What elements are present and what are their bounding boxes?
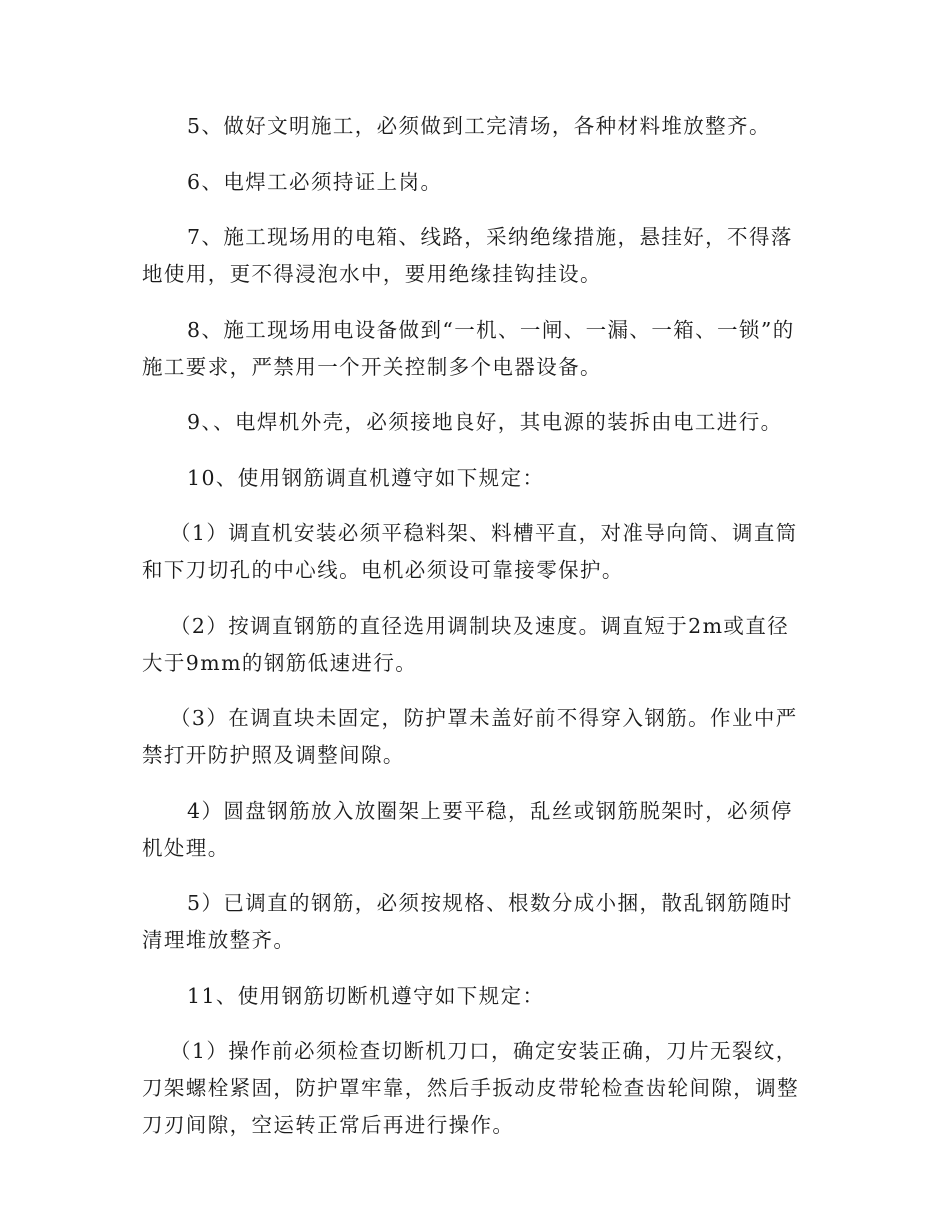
paragraph-10-3: （3）在调直块未固定，防护罩未盖好前不得穿入钢筋。作业中严禁打开防护照及调整间隙。 bbox=[142, 706, 798, 767]
document-body bbox=[142, 108, 810, 1163]
paragraph-5: 5、做好文明施工，必须做到工完清场，各种材料堆放整齐。 bbox=[187, 114, 771, 138]
paragraph-7: 7、施工现场用的电箱、线路，采纳绝缘措施，悬挂好，不得落地使用，更不得浸泡水中，要用绝缘挂钩挂设。 bbox=[142, 225, 793, 286]
paragraph-10-5: 5）已调直的钢筋，必须按规格、根数分成小捆，散乱钢筋随时清理堆放整齐。 bbox=[142, 891, 793, 952]
paragraph-10: 10、使用钢筋调直机遵守如下规定： bbox=[187, 465, 545, 490]
paragraph-11-1: （1）操作前必须检查切断机刀口，确定安装正确，刀片无裂纹，刀架螺栓紧固，防护罩牢靠，然后手扳动皮带轮检查齿轮间隙，调整刀刃间隙，空运转正常后再进行操作。 bbox=[142, 1039, 799, 1137]
paragraph-9: 9、、电焊机外壳，必须接地良好，其电源的装拆由电工进行。 bbox=[187, 410, 783, 434]
paragraph-10-2: （2）按调直钢筋的直径选用调制块及速度。调直短于2m或直径大于9mm的钢筋低速进行。 bbox=[142, 613, 790, 675]
paragraph-10-4: 4）圆盘钢筋放入放圈架上要平稳，乱丝或钢筋脱架时，必须停机处理。 bbox=[142, 798, 793, 860]
paragraph-6: 6、电焊工必须持证上岗。 bbox=[187, 169, 443, 194]
paragraph-11: 11、使用钢筋切断机遵守如下规定： bbox=[187, 983, 545, 1008]
paragraph-10-1: （1）调直机安装必须平稳料架、料槽平直，对准导向筒、调直筒和下刀切孔的中心线。电机必须设可靠接零保护。 bbox=[142, 521, 798, 582]
paragraph-8: 8、施工现场用电设备做到“一机、一闸、一漏、一箱、一锁”的施工要求，严禁用一个开关控制多个电器设备。 bbox=[142, 317, 795, 379]
